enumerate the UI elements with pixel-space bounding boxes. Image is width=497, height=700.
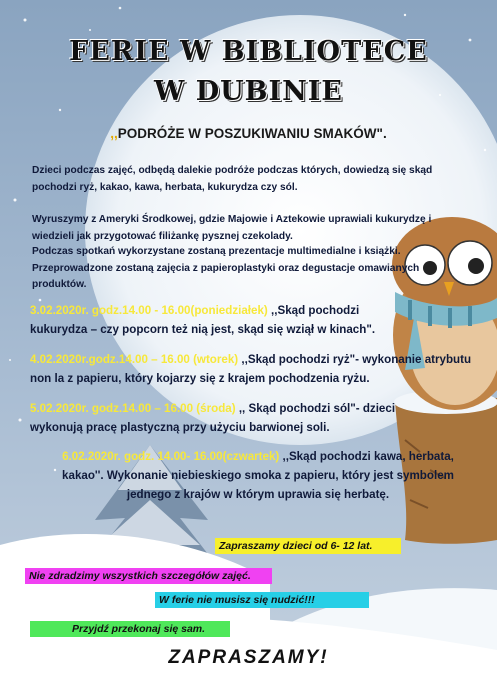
poster-title-line2: W DUBINIE — [153, 76, 344, 107]
subtitle-quote-open: ,, — [110, 126, 118, 141]
event-description: ,, Skąd pochodzi sól"- dzieci wykonują pracę plastyczną przy użyciu barwionej soli. — [30, 402, 396, 434]
event-description: ,,Skąd pochodzi kukurydza – czy popcorn też nią jest, skąd się wziął w kinach". — [30, 304, 376, 336]
event-thursday — [40, 447, 476, 504]
subtitle-text: PODRÓŻE W POSZUKIWANIU SMAKÓW — [117, 126, 377, 141]
subtitle-quote-close: ". — [376, 126, 387, 141]
highlight-come-see: Przyjdź przekonaj się sam. — [30, 621, 230, 637]
event-date: 3.02.2020r. godz.14.00 - 16.00(poniedziałek) — [30, 304, 268, 317]
intro-paragraph-3: Podczas spotkań wykorzystane zostaną prezentacje multimedialne i książki. Przeprowadzone zostaną zajęcia z papieroplastyki oraz degustacje omawianych produktów. — [32, 246, 420, 290]
highlight-secret: Nie zdradzimy wszystkich szczegółów zajęć. — [25, 568, 272, 584]
highlight-age-range: Zapraszamy dzieci od 6- 12 lat. — [215, 538, 401, 554]
event-description: ,,Skąd pochodzi ryż"- wykonanie atrybutu non la z papieru, który kojarzy się z krajem pochodzenia ryżu. — [30, 353, 472, 385]
event-tuesday — [30, 350, 476, 388]
highlight-no-boredom: W ferie nie musisz się nudzić!!! — [155, 592, 369, 608]
closing-invitation: ZAPRASZAMY! — [168, 647, 329, 668]
event-monday — [30, 301, 402, 339]
poster-title-line1: FERIE W BIBLIOTECE — [69, 36, 428, 67]
event-wednesday — [30, 399, 450, 437]
event-date: 6.02.2020r. godz. 14.00- 16.00(czwartek) — [62, 450, 280, 463]
event-date: 5.02.2020r. godz.14.00 – 16.00 (środa) — [30, 402, 236, 415]
poster-subtitle — [0, 126, 497, 141]
intro-paragraph-1: Dzieci podczas zajęć, odbędą dalekie podróże podczas których, dowiedzą się skąd pochodzi ryż, kakao, kawa, herbata, kukurydza czy sól. — [32, 165, 433, 193]
intro-paragraph-2: Wyruszymy z Ameryki Środkowej, gdzie Majowie i Aztekowie uprawiali kukurydzę i wiedzieli jak przygotować filiżankę pysznej czekolady. — [32, 214, 432, 242]
event-description: ,,Skąd pochodzi kawa, herbata, kakao''. Wykonanie niebieskiego smoka z papieru, który jest symbolem jednego z krajów w którym uprawia się herbatę. — [62, 450, 454, 501]
event-date: 4.02.2020r.godz.14.00 – 16.00 (wtorek) — [30, 353, 239, 366]
